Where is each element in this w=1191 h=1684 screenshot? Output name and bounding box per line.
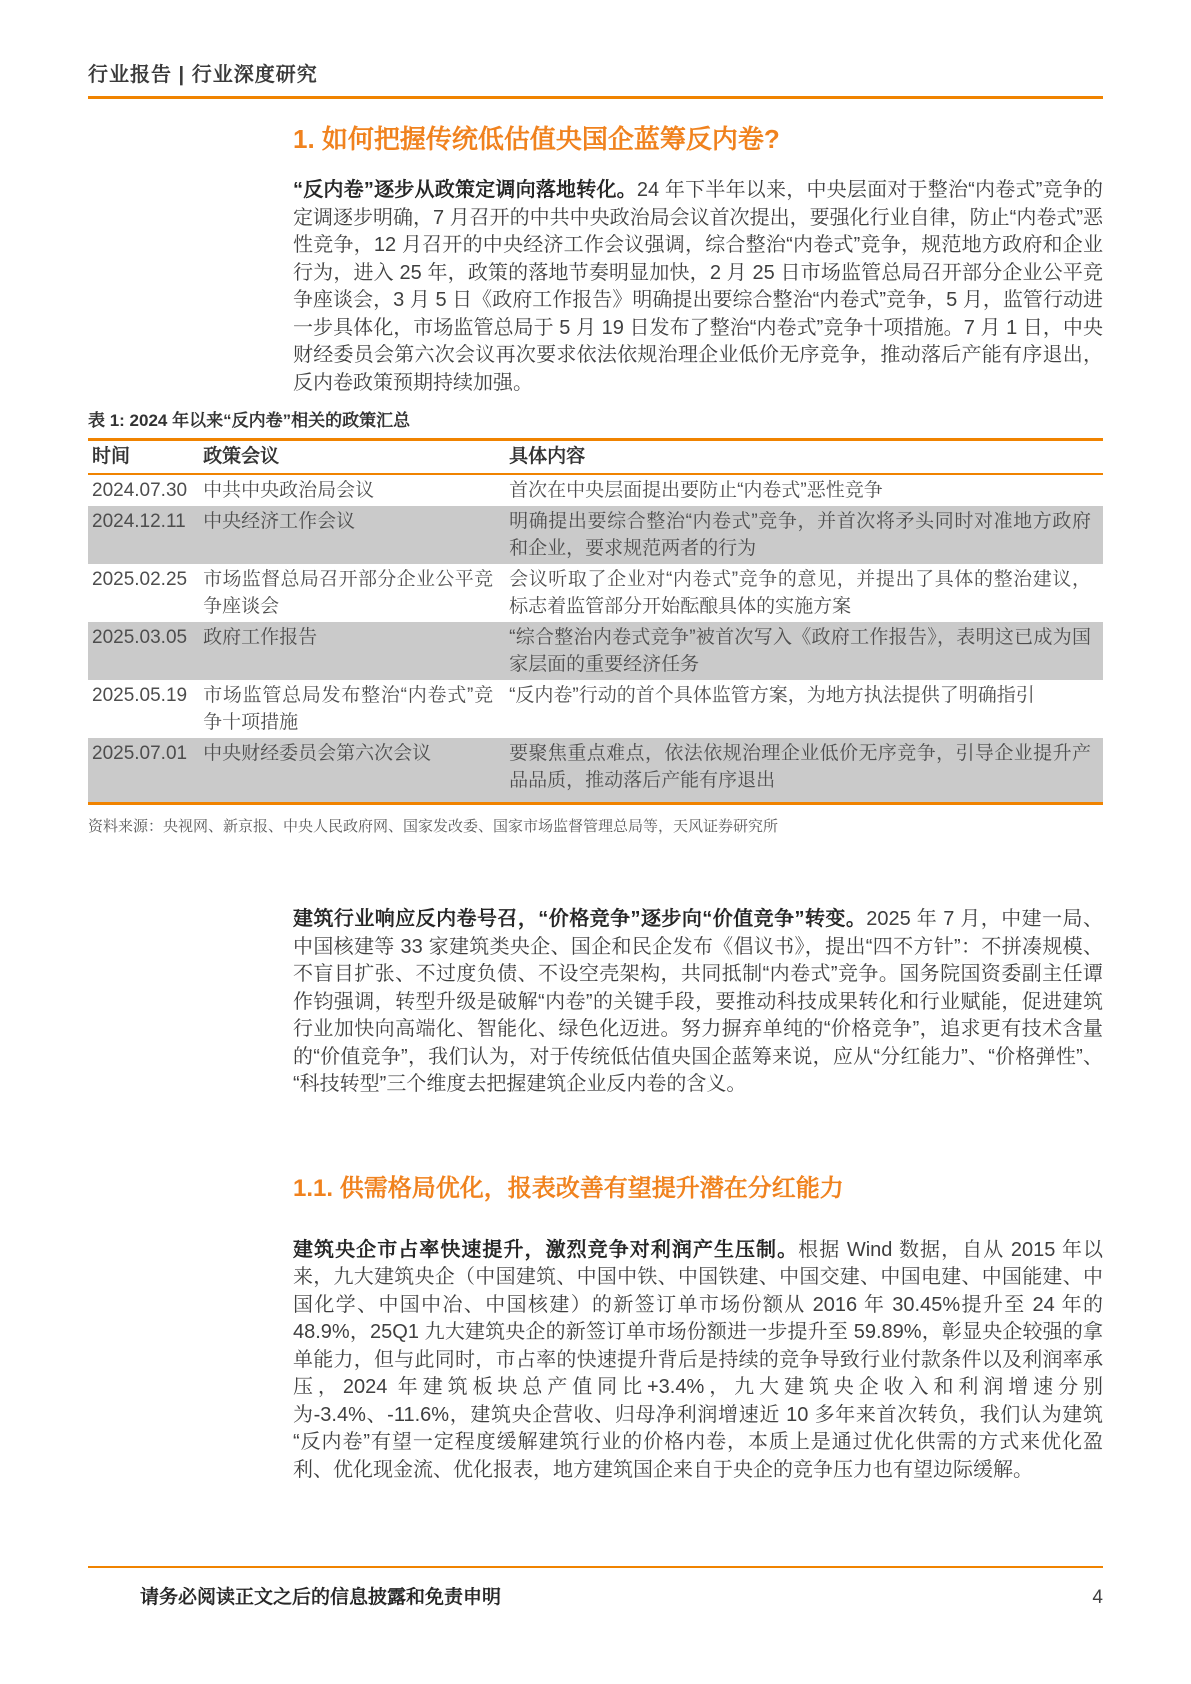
- table-row: [88, 738, 1103, 804]
- page-number: 4: [1092, 1587, 1103, 1608]
- cell-content: 会议听取了企业对“内卷式”竞争的意见，并提出了具体的整治建议，标志着监管部分开始酝酿具体的实施方案: [509, 569, 1091, 617]
- paragraph-body-text: 24 年下半年以来，中央层面对于整治“内卷式”竞争的定调逐步明确，7 月召开的中共中央政治局会议首次提出，要强化行业自律，防止“内卷式”恶性竞争，12 月召开的中央经济工作会议强调，综合整治“内卷式”竞争，规范地方政府和企业行为，进入 25 年，政策的落地节奏明显加快，2 月 25 日市场监管总局召开部分企业公平竞争座谈会，3 月 5 日《政府工作报告》明确提出要综合整治“内卷式”竞争，5 月，监管行动进一步具体化，市场监管总局于 5 月 19 日发布了整治“内卷式”竞争十项措施。7 月 1 日，中央财经委员会第六次会议再次要求依法依规治理企业低价无序竞争，推动落后产能有序退出，反内卷政策预期持续加强。: [293, 179, 1104, 394]
- page-header: [88, 58, 1103, 99]
- column-header-date: 时间: [88, 440, 199, 475]
- table-row: [88, 622, 1103, 680]
- report-type-label: 行业报告 | 行业深度研究: [88, 64, 318, 86]
- cell-meeting: 中央财经委员会第六次会议: [203, 743, 432, 764]
- table-caption: 表 1: 2024 年以来“反内卷”相关的政策汇总: [88, 411, 411, 430]
- paragraph-body-text: 根据 Wind 数据，自从 2015 年以来，九大建筑央企（中国建筑、中国中铁、中国铁建、中国交建、中国电建、中国能建、中国化学、中国中冶、中国核建）的新签订单市场份额从 2016 年 30.45%提升至 24 年的 48.9%，25Q1 九大建筑央企的新签订单市场份额进一步提升至 59.89%，彰显央企较强的拿单能力，但与此同时，市占率的快速提升背后是持续的竞争导致行业付款条件以及利润率承压，2024 年建筑板块总产值同比+3.4%，九大建筑央企收入和利润增速分别为-3.4%、-11.6%，建筑央企营收、归母净利润增速近 10 多年来首次转负，我们认为建筑“反内卷”有望一定程度缓解建筑行业的价格内卷，本质上是通过优化供需的方式来优化盈利、优化现金流、优化报表，地方建筑国企来自于央企的竞争压力也有望边际缓解。: [293, 1238, 1103, 1481]
- table-row: [88, 474, 1103, 506]
- footer-row: [88, 1582, 1103, 1609]
- paragraph-industry-response: [293, 906, 1103, 1099]
- cell-meeting: 市场监管总局发布整治“内卷式”竞争十项措施: [203, 685, 494, 733]
- subsection-title: 1.1. 供需格局优化，报表改善有望提升潜在分红能力: [293, 1174, 844, 1202]
- table-row: [88, 506, 1103, 564]
- paragraph-market-share: [293, 1237, 1103, 1485]
- cell-date: 2025.07.01: [92, 743, 188, 764]
- cell-meeting: 市场监督总局召开部分企业公平竞争座谈会: [203, 569, 494, 617]
- column-header-content: 具体内容: [505, 440, 1103, 475]
- cell-content: 要聚焦重点难点，依法依规治理企业低价无序竞争，引导企业提升产品品质，推动落后产能有序退出: [509, 743, 1091, 791]
- paragraph-policy-overview: [293, 177, 1103, 397]
- header-divider: [88, 96, 1103, 99]
- cell-content: 明确提出要综合整治“内卷式”竞争，并首次将矛头同时对准地方政府和企业，要求规范两者的行为: [509, 511, 1091, 559]
- cell-content: “综合整治内卷式竞争”被首次写入《政府工作报告》，表明这已成为国家层面的重要经济任务: [509, 627, 1091, 675]
- cell-date: 2024.07.30: [92, 480, 188, 501]
- paragraph-lead-bold: 建筑央企市占率快速提升，激烈竞争对利润产生压制。: [293, 1238, 799, 1261]
- cell-content: “反内卷”行动的首个具体监管方案，为地方执法提供了明确指引: [509, 685, 1035, 706]
- paragraph-body-text: 2025 年 7 月，中建一局、中国核建等 33 家建筑类央企、国企和民企发布《倡议书》，提出“四不方针”：不拼凑规模、不盲目扩张、不过度负债、不设空壳架构，共同抵制“内卷式”竞争。国务院国资委副主任谭作钧强调，转型升级是破解“内卷”的关键手段，要推动科技成果转化和行业赋能，促进建筑行业加快向高端化、智能化、绿色化迈进。努力摒弃单纯的“价格竞争”，追求更有技术含量的“价值竞争”，我们认为，对于传统低估值央国企蓝筹来说，应从“分红能力”、“价格弹性”、“科技转型”三个维度去把握建筑企业反内卷的含义。: [293, 908, 1103, 1095]
- cell-meeting: 中央经济工作会议: [203, 511, 356, 532]
- table-source-note: 资料来源：央视网、新京报、中央人民政府网、国家发改委、国家市场监督管理总局等，天风证券研究所: [88, 818, 779, 835]
- table-row: [88, 680, 1103, 738]
- cell-date: 2024.12.11: [92, 511, 186, 532]
- policy-table-block: [88, 406, 1103, 836]
- footer-disclaimer: 请务必阅读正文之后的信息披露和免责申明: [140, 1587, 502, 1608]
- cell-date: 2025.03.05: [92, 627, 188, 648]
- table-row: [88, 564, 1103, 622]
- cell-date: 2025.02.25: [92, 569, 188, 590]
- paragraph-lead-bold: 建筑行业响应反内卷号召，“价格竞争”逐步向“价值竞争”转变。: [293, 908, 867, 930]
- column-header-meeting: 政策会议: [199, 440, 505, 475]
- table-header-row: [88, 440, 1103, 475]
- cell-meeting: 政府工作报告: [203, 627, 318, 648]
- paragraph-lead-bold: “反内卷”逐步从政策定调向落地转化。: [293, 179, 637, 201]
- cell-date: 2025.05.19: [92, 685, 188, 706]
- cell-meeting: 中共中央政治局会议: [203, 480, 375, 501]
- cell-content: 首次在中央层面提出要防止“内卷式”恶性竞争: [509, 480, 883, 501]
- policy-table: [88, 438, 1103, 805]
- page-footer: [88, 1566, 1103, 1609]
- footer-divider: [88, 1566, 1103, 1568]
- section-title: 1. 如何把握传统低估值央国企蓝筹反内卷?: [293, 124, 780, 154]
